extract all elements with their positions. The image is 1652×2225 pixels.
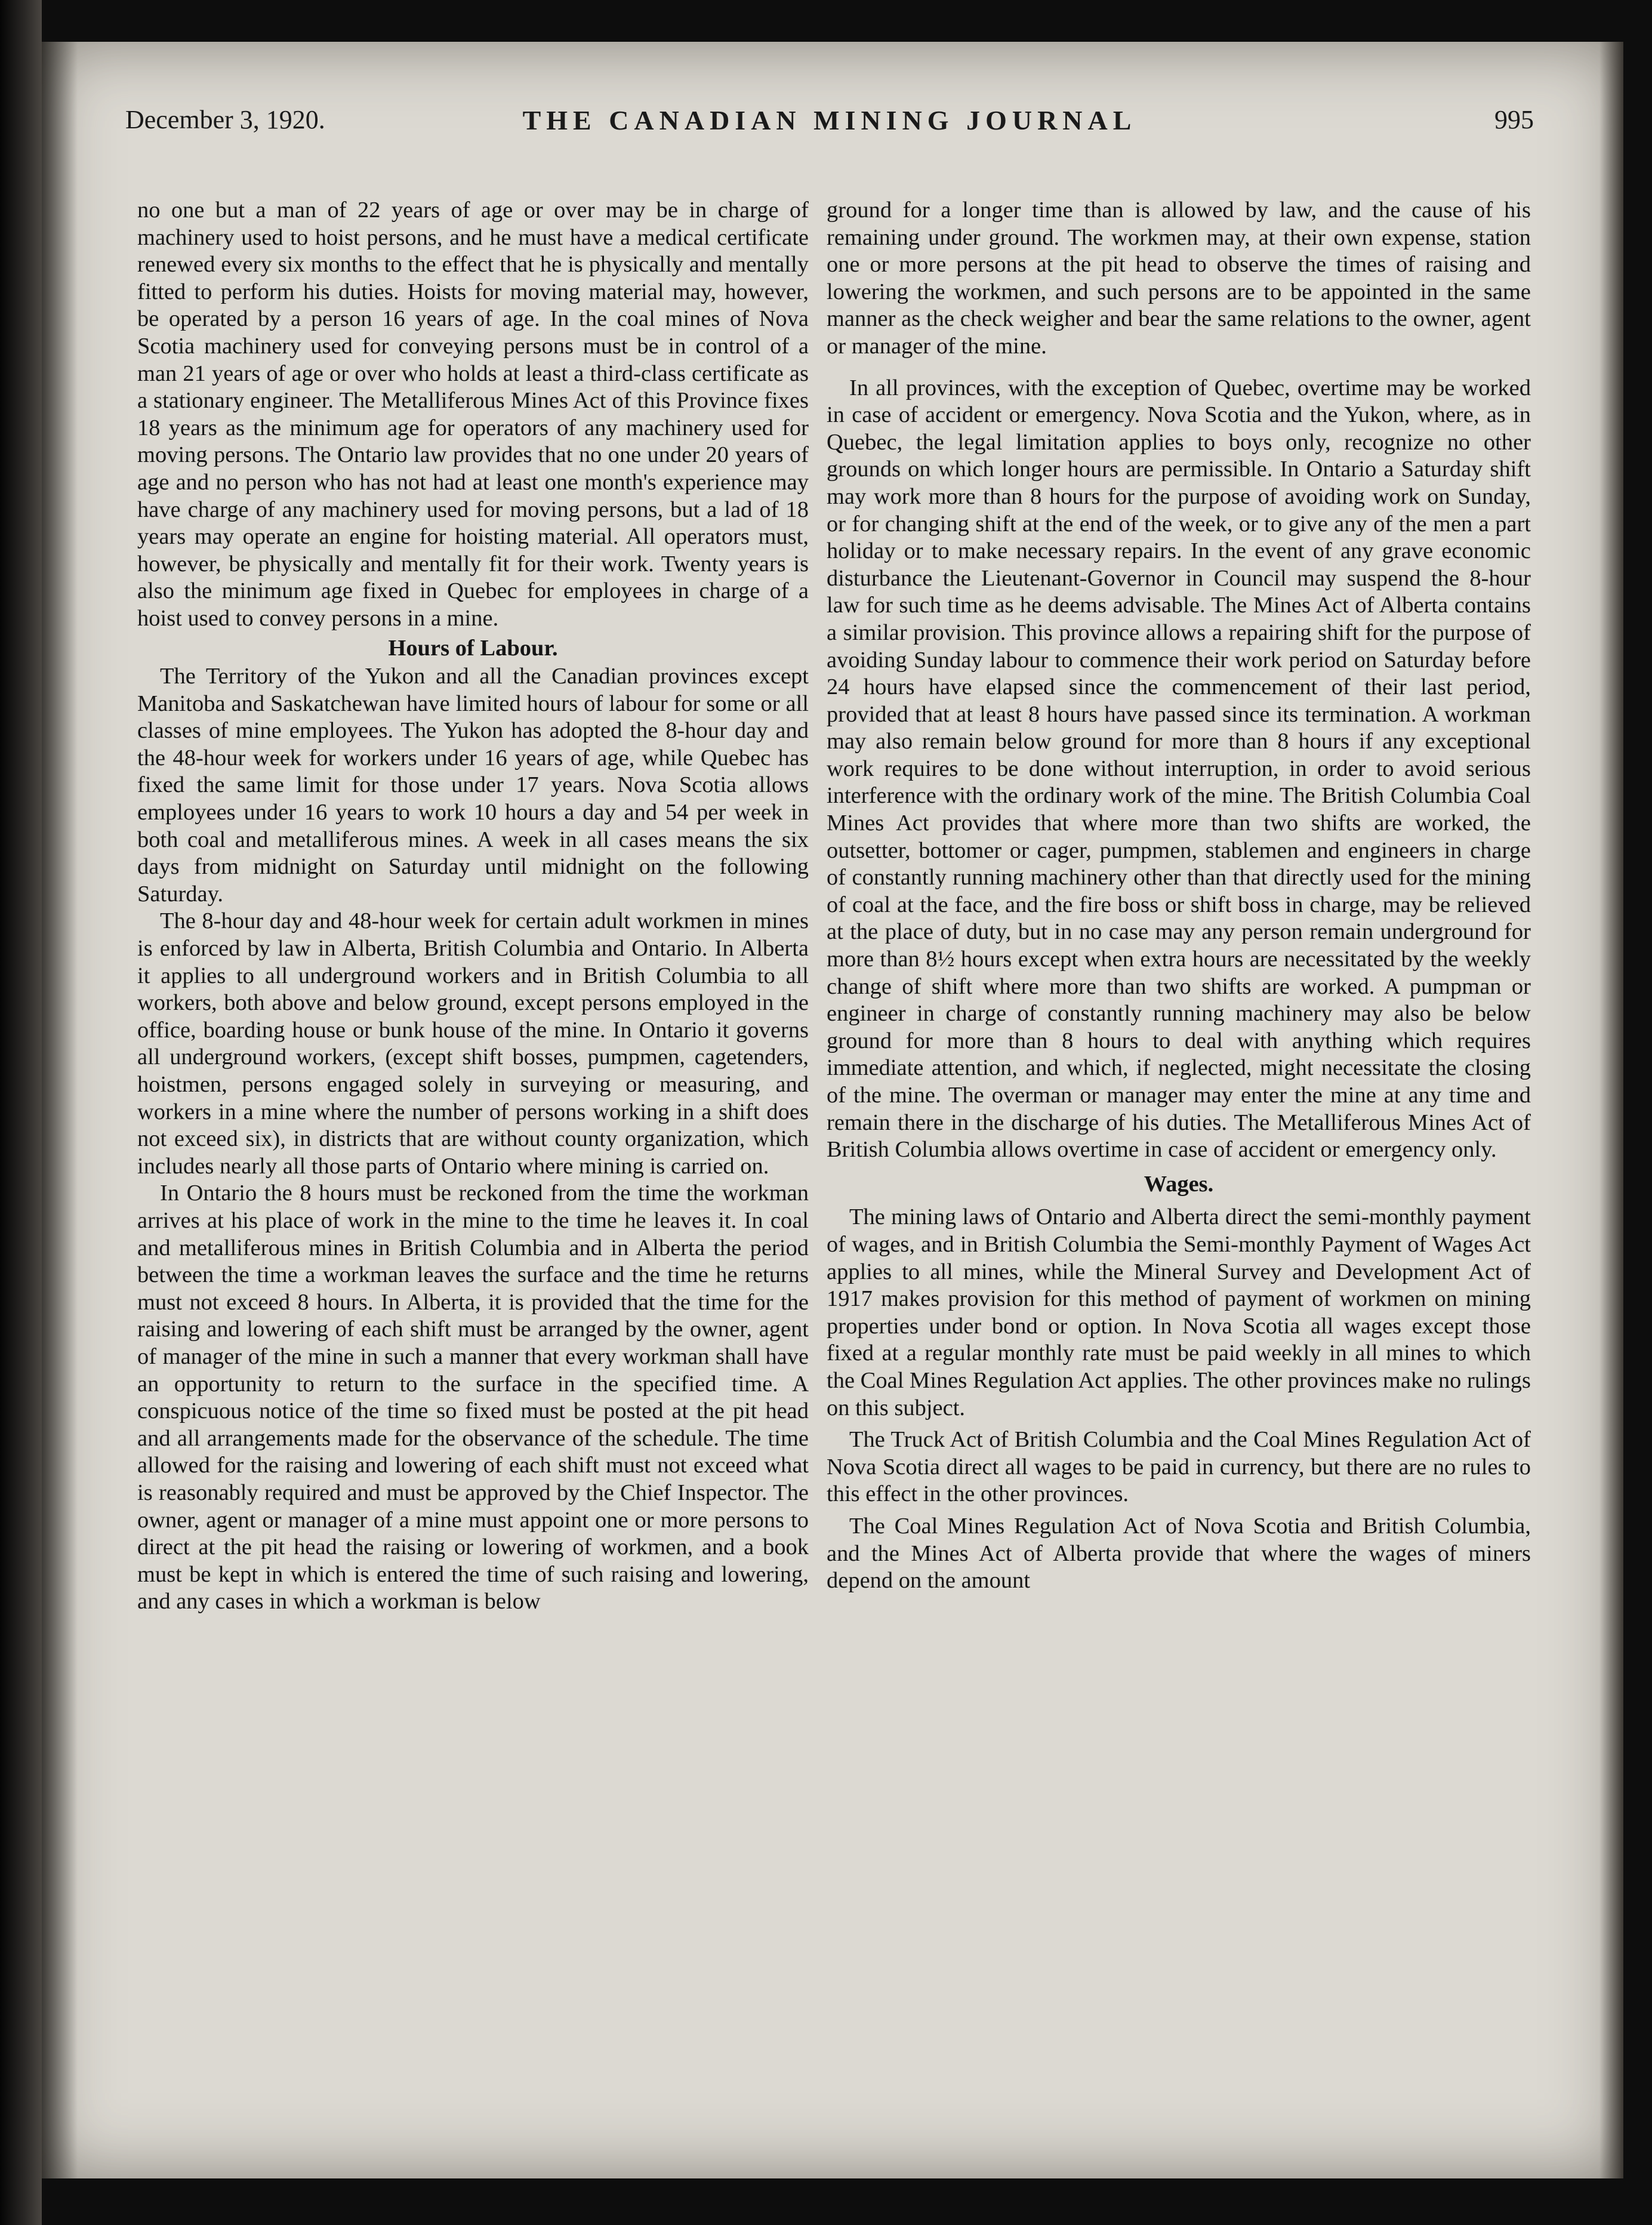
paragraph-gap	[827, 360, 1531, 375]
paragraph: The Territory of the Yukon and all the Canadian provinces except Manitoba and Saskatchewan have limited hours of labour for some or all classes of mine employees. The Yukon has adopted the 8-hour day and the 48-hour week for workers under 16 years of age, while Quebec has fixed the same limit for those under 17 years. Nova Scotia allows employees under 16 years to work 10 hours a day and 54 per week in both coal and metalliferous mines. A week in all cases means the six days from midnight on Saturday until midnight on the following Saturday.	[137, 664, 809, 907]
paragraph: The Truck Act of British Columbia and the Coal Mines Regulation Act of Nova Scotia direct all wages to be paid in currency, but there are no rules to this effect in the other provinces.	[827, 1427, 1531, 1507]
paragraph: In Ontario the 8 hours must be reckoned from the time the workman arrives at his place of work in the mine to the time he leaves it. In coal and metalliferous mines in British Columbia and in Alberta the period between the time a workman leaves the surface and the time he returns must not exceed 8 hours. In Alberta, it is provided that the time for the raising and lowering of each shift must be arranged by the owner, agent of manager of the mine in such a manner that every workman shall have an opportunity to return to the surface in the specified time. A conspicuous notice of the time so fixed must be posted at the pit head and all arrangements made for the observance of the schedule. The time allowed for the raising and lowering of each shift must not exceed what is reasonably required and must be approved by the Chief Inspector. The owner, agent or manager of a mine must appoint one or more persons to direct at the pit head the raising or lowering of workmen, and a book must be kept in which is entered the time of such raising and lowering, and any cases in which a workman is below	[137, 1181, 809, 1614]
paragraph-gap	[827, 1422, 1531, 1426]
paragraph: no one but a man of 22 years of age or over may be in charge of machinery used to hoist persons, and he must have a medical certificate renewed every six months to the effect that he is physically and mentally fitted to perform his duties. Hoists for moving material may, however, be operated by a person 16 years of age. In the coal mines of Nova Scotia machinery used for conveying persons must be in control of a man 21 years of age or over who holds at least a third-class certificate as a stationary engineer. The Metalliferous Mines Act of this Province fixes 18 years as the minimum age for operators of any machinery used for moving persons. The Ontario law provides that no one under 20 years of age and no person who has not had at least one month's experience may have charge of any machinery used for moving persons, but a lad of 18 years may operate an engine for hoisting material. All operators must, however, be physically and mentally fit for their work. Twenty years is also the minimum age fixed in Quebec for employees in charge of a hoist used to convey persons in a mine.	[137, 198, 809, 631]
right-column	[827, 197, 1531, 1595]
gutter-shadow	[42, 42, 78, 2178]
page-edge	[1599, 42, 1623, 2178]
paragraph: ground for a longer time than is allowed by law, and the cause of his remaining under ground. The workmen may, at their own expense, station one or more persons at the pit head to observe the times of raising and lowering the workmen, and such persons are to be appointed in the same manner as the check weigher and bear the same relations to the owner, agent or manager of the mine.	[827, 198, 1531, 359]
page-number: 995	[1494, 105, 1534, 134]
paragraph-gap	[827, 1508, 1531, 1513]
paragraph: In all provinces, with the exception of Quebec, overtime may be worked in case of accident or emergency. Nova Scotia and the Yukon, where, as in Quebec, the legal limitation applies to boys only, recognize no other grounds on which longer hours are permissible. In Ontario a Saturday shift may work more than 8 hours for the purpose of avoiding work on Sunday, or for changing shift at the end of the week, or to give any of the men a part holiday or to make necessary repairs. In the event of any grave economic disturbance the Lieutenant-Governor in Council may suspend the 8-hour law for such time as he deems advisable. The Mines Act of Alberta contains a similar provision. This province allows a repairing shift for the purpose of avoiding Sunday labour to commence their work period on Saturday before 24 hours have elapsed since the commencement of their last period, provided that at least 8 hours have passed since its termination. A workman may also remain below ground for more than 8 hours if any exceptional work requires to be done without interruption, in order to avoid serious interference with the ordinary work of the mine. The British Columbia Coal Mines Act provides that where more than two shifts are worked, the outsetter, bottomer or cager, pumpmen, stablemen and engineers in charge of constantly running machinery other than that directly used for the mining of coal at the face, and the fire boss or shift boss in charge, may be relieved at the place of duty, but in no case may any person remain underground for more than 8½ hours except when extra hours are necessitated by the weekly change of shift where more than two shifts are worked. A pumpman or engineer in charge of constantly running machinery may also be below ground for more than 8 hours to deal with anything which requires immediate attention, and which, if neglected, might necessitate the closing of the mine. The overman or manager may enter the mine at any time and remain there in the discharge of his duties. The Metalliferous Mines Act of British Columbia allows overtime in case of accident or emergency only.	[827, 375, 1531, 1163]
scan-margin	[0, 0, 42, 2225]
issue-date: December 3, 1920.	[125, 105, 325, 134]
paragraph: The mining laws of Ontario and Alberta direct the semi-monthly payment of wages, and in British Columbia the Semi-monthly Payment of Wages Act applies to all mines, while the Mineral Survey and Development Act of 1917 makes provision for this method of payment of workmen on mining properties under bond or option. In Nova Scotia all wages except those fixed at a regular monthly rate must be paid weekly in all mines to which the Coal Mines Regulation Act applies. The other provinces make no rulings on this subject.	[827, 1204, 1531, 1420]
left-column	[137, 197, 809, 1616]
paragraph: The Coal Mines Regulation Act of Nova Scotia and British Columbia, and the Mines Act of Alberta provide that where the wages of miners depend on the amount	[827, 1513, 1531, 1594]
section-heading-wages: Wages.	[1144, 1171, 1214, 1197]
journal-title: THE CANADIAN MINING JOURNAL	[522, 105, 1137, 135]
paragraph: The 8-hour day and 48-hour week for certain adult workmen in mines is enforced by law in Alberta, British Columbia and Ontario. In Alberta it applies to all underground workers and in British Columbia to all workers, both above and below ground, except persons employed in the office, boarding house or bunk house of the mine. In Ontario it governs all underground workers, (except shift bosses, pumpmen, cagetenders, hoistmen, persons engaged solely in surveying or measuring, and workers in a mine where the number of persons working in a shift does not exceed six), in districts that are without county organization, which includes nearly all those parts of Ontario where mining is carried on.	[137, 908, 809, 1179]
section-heading-hours-of-labour: Hours of Labour.	[388, 635, 558, 661]
running-header	[125, 104, 1534, 146]
